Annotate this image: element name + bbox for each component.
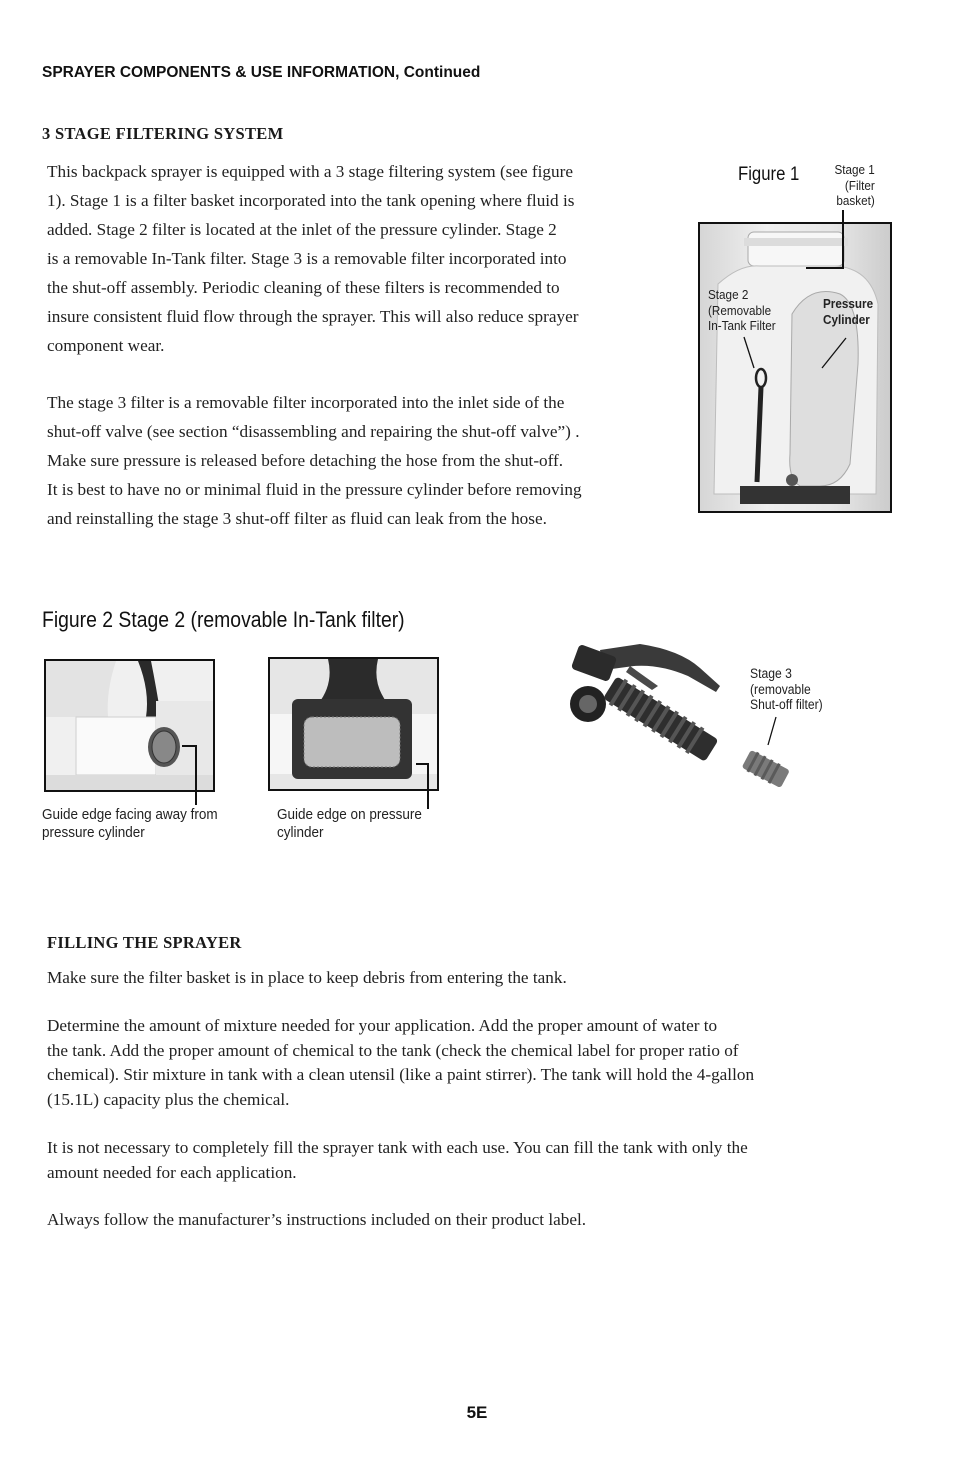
section-heading-filling: FILLING THE SPRAYER [47, 933, 242, 952]
text-line: The stage 3 filter is a removable filter incorporated into the inlet side of the [47, 393, 565, 412]
stage3-label [750, 666, 823, 713]
text-line: the tank. Add the proper amount of chemical to the tank (check the chemical label for proper ratio of [47, 1040, 739, 1060]
header-title: SPRAYER COMPONENTS & USE INFORMATION, [42, 64, 400, 81]
caption-guide-away [42, 806, 218, 842]
filling-paragraph-2 [47, 1014, 907, 1112]
caption-guide-on [277, 806, 422, 842]
text-line: chemical). Stir mixture in tank with a clean utensil (like a paint stirrer). The tank will hold the 4-gallon [47, 1065, 755, 1084]
text-line: is a removable In-Tank filter. Stage 3 is a removable filter incorporated into [47, 249, 567, 268]
label-line: Stage 2 [708, 287, 749, 302]
text-line: the shut-off assembly. Periodic cleaning of these filters is recommended to [47, 278, 560, 297]
filling-paragraph-4: Always follow the manufacturer’s instructions included on their product label. [47, 1210, 587, 1229]
caption-line: Guide edge on pressure [277, 806, 422, 823]
caption-line: Guide edge facing away from [42, 806, 218, 823]
label-line: (Filter [844, 177, 875, 193]
text-line: This backpack sprayer is equipped with a 3 stage filtering system (see figure [47, 162, 573, 181]
figure-1-title: Figure 1 [738, 164, 800, 185]
label-line: (Removable [708, 302, 772, 318]
text-line: and reinstalling the stage 3 shut-off filter as fluid can leak from the hose. [47, 509, 547, 528]
label-line: Stage 1 [834, 162, 875, 177]
left-guide-leader-h [182, 745, 196, 747]
figure-2-right-photo [268, 657, 439, 791]
text-line: (15.1L) capacity plus the chemical. [47, 1089, 290, 1109]
filling-paragraph-3 [47, 1136, 907, 1185]
filter-away-illustration [46, 661, 213, 790]
section-heading-filtering: 3 STAGE FILTERING SYSTEM [42, 124, 284, 143]
filter-on-illustration [270, 659, 437, 789]
text-line: It is not necessary to completely fill the sprayer tank with each use. You can fill the tank with only the [47, 1138, 748, 1157]
caption-line: pressure cylinder [42, 824, 145, 841]
filling-paragraph-1: Make sure the filter basket is in place to keep debris from entering the tank. [47, 968, 567, 987]
text-line: added. Stage 2 filter is located at the inlet of the pressure cylinder. Stage 2 [47, 220, 557, 239]
text-line: component wear. [47, 336, 165, 355]
stage1-label [828, 162, 875, 209]
left-guide-leader-v [195, 745, 197, 805]
page-header [42, 64, 480, 82]
caption-line: cylinder [277, 824, 324, 841]
stage3-leader [760, 715, 780, 747]
text-line: amount needed for each application. [47, 1162, 297, 1182]
label-line: Cylinder [823, 311, 870, 327]
right-guide-leader-v [427, 763, 429, 809]
label-line: basket) [836, 193, 875, 208]
figure-1-leaders [698, 222, 892, 513]
label-line: (removable [750, 681, 811, 697]
text-line: It is best to have no or minimal fluid in the pressure cylinder before removing [47, 480, 582, 499]
filtering-paragraph-2 [47, 388, 667, 533]
label-line: Shut-off filter) [750, 697, 823, 712]
text-line: Make sure pressure is released before detaching the hose from the shut-off. [47, 451, 564, 470]
text-line: shut-off valve (see section “disassembling and repairing the shut-off valve”) . [47, 422, 580, 441]
header-continued: Continued [403, 64, 481, 81]
filtering-paragraph-1 [47, 157, 667, 360]
label-line: Stage 3 [750, 666, 792, 681]
text-line: insure consistent fluid flow through the sprayer. This will also reduce sprayer [47, 307, 579, 326]
page-number: 5E [466, 1403, 488, 1422]
figure-2-title: Figure 2 Stage 2 (removable In-Tank filter) [42, 607, 405, 632]
text-line: 1). Stage 1 is a filter basket incorporated into the tank opening where fluid is [47, 191, 575, 210]
label-line: In-Tank Filter [708, 318, 776, 333]
label-line: Pressure [823, 296, 874, 311]
figure-2-left-photo [44, 659, 215, 792]
text-line: Determine the amount of mixture needed for your application. Add the proper amount of water to [47, 1016, 718, 1035]
